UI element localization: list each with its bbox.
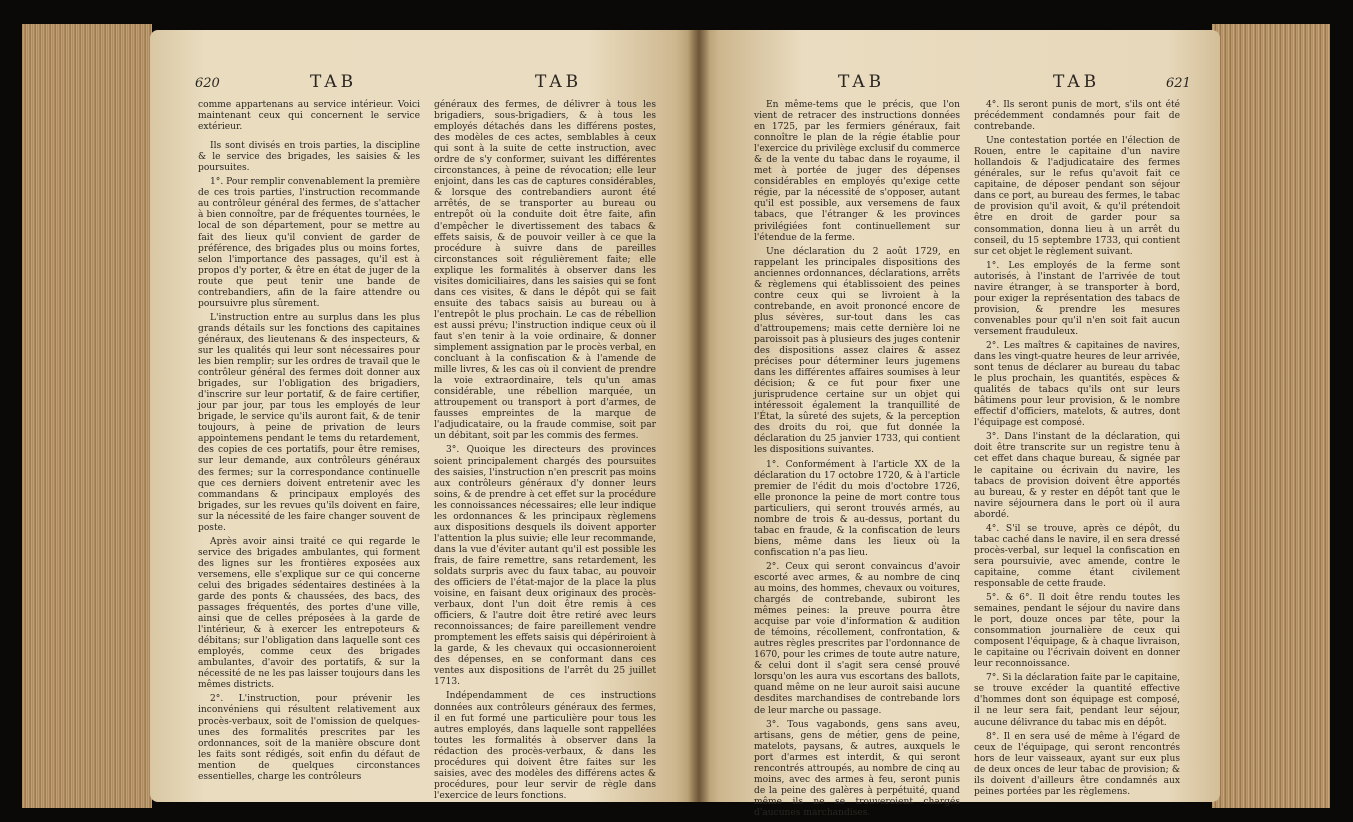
paragraph: généraux des fermes, de délivrer à tous les brigadiers, sous-brigadiers, & à tous les employés détachés dans les différens postes, des modèles de ces actes, semblables à ceux qui sont à la suite de cette instruction, avec ordre de s'y conformer, suivant les différentes circonstances, à peine de révocation; elle leur enjoint, dans les cas de captures considérables, & lorsque des contrebandiers auront été arrêtés, de se transporter au bureau ou entrepôt où la conduite doit être faite, afin d'empêcher le divertissement des tabacs & effets saisis, & de pouvoir veiller à ce que la procédure à suivre dans de pareilles circonstances soit régulièrement faite; elle explique les formalités à observer dans les visites domiciliaires, dans les saisies qui se font dans ces visites, & dans le dépôt qui se fait ensuite des tabacs saisis au bureau ou à l'entrepôt le plus prochain. Le cas de rébellion est aussi prévu; l'instruction indique ceux où il faut s'en tenir à la voie ordinaire, & donner simplement assignation par le procès verbal, en concluant à la confiscation & à l'amende de mille livres, & les cas où il convient de prendre la voie extraordinaire, tels qu'un amas considérable, une rébellion marquée, un attroupement ou transport à port d'armes, de fausses empreintes de la marque de l'adjudicataire, ou la fraude commise, soit par un débitant, soit par les commis des fermes. xyxy=(434,100,656,442)
paragraph: comme appartenans au service intérieur. Voici maintenant ceux qui concernent le service extérieur. xyxy=(198,100,420,133)
left-running-head-2: TAB xyxy=(535,72,583,92)
left-page-column-2 xyxy=(434,100,656,805)
right-page-column-2 xyxy=(974,100,1180,801)
left-page xyxy=(150,30,698,802)
left-page-column-1 xyxy=(198,100,420,786)
paragraph: 3°. Tous vagabonds, gens sans aveu, artisans, gens de métier, gens de peine, matelots, paysans, & autres, auxquels le port d'armes est interdit, & qui seront rencontrés attroupés, au nombre de cinq au moins, avec des armes à feu, seront punis de la peine des galères à perpétuité, quand même ils ne se trouveroient chargés d'aucunes marchandises. xyxy=(754,719,960,818)
paragraph: 3°. Quoique les directeurs des provinces soient principalement chargés des poursuites des saisies, l'instruction n'en prescrit pas moins aux contrôleurs généraux d'y donner leurs soins, & de prendre à cet effet sur la procédure les connoissances nécessaires; elle leur indique les ordonnances & les principaux règlemens aux dispositions desquels ils doivent apporter l'attention la plus suivie; elle leur recommande, dans la vue d'éviter autant qu'il est possible les frais, de faire remettre, sans retardement, les soldats surpris avec du faux tabac, au pouvoir des officiers de l'état-major de la place la plus voisine, en faisant deux originaux des procès-verbaux, dont l'un doit être remis à ces officiers, & l'autre doit être retiré avec leurs reconnoissances; de faire pareillement vendre promptement les effets saisis qui dépériroient à la garde, & les chevaux qui occasionneroient des dépenses, en se conformant dans ces ventes aux dispositions de l'arrêt du 25 juillet 1713. xyxy=(434,445,656,688)
paragraph: 4°. Ils seront punis de mort, s'ils ont été précédemment condamnés pour fait de contrebande. xyxy=(974,100,1180,133)
right-page xyxy=(698,30,1220,818)
paragraph: 3°. Dans l'instant de la déclaration, qui doit être transcrite sur un registre tenu à cet effet dans chaque bureau, & signée par le capitaine ou écrivain du navire, les tabacs de provision doivent être apportés au bureau, & y rester en dépôt tant que le navire séjournera dans le port où il aura abordé. xyxy=(974,432,1180,520)
paragraph: 5°. & 6°. Il doit être rendu toutes les semaines, pendant le séjour du navire dans le port, douze onces par tête, pour la consommation journalière de ceux qui composent l'équipage, & à chaque livraison, le capitaine ou l'écrivain doivent en donner leur reconnoissance. xyxy=(974,593,1180,670)
paragraph: Ils sont divisés en trois parties, la discipline & le service des brigades, les saisies & les poursuites. xyxy=(198,141,420,174)
right-running-head-1: TAB xyxy=(838,72,886,92)
paragraph: L'instruction entre au surplus dans les plus grands détails sur les fonctions des capitaines généraux, des lieutenans & des inspecteurs, & sur les qualités qui leur sont nécessaires pour les bien remplir; sur les ordres de travail que le contrôleur général des fermes doit donner aux brigades, sur l'obligation des brigadiers, d'inscrire sur leur portatif, & de faire certifier, jour par jour, par tous les employés de leur brigade, le service qu'ils auront fait, & de tenir toujours, à peine de privation de leurs appointemens pendant le tems du retardement, des copies de ces portatifs, pour être remises, sur leur demande, aux contrôleurs généraux des fermes; sur la correspondance continuelle que ces derniers doivent entretenir avec les commandans & principaux employés des brigades, sur les revues qu'ils doivent en faire, sur la nécessité de les faire changer souvent de poste. xyxy=(198,312,420,533)
paragraph: 7°. Si la déclaration faite par le capitaine, se trouve excéder la quantité effective d'hommes dont son équipage est composé, il ne leur sera fait, pendant leur séjour, aucune délivrance du tabac mis en dépôt. xyxy=(974,673,1180,728)
right-running-head-2: TAB xyxy=(1053,72,1101,92)
paragraph: 4°. S'il se trouve, après ce dépôt, du tabac caché dans le navire, il en sera dressé procès-verbal, sur lequel la confiscation en sera poursuivie, avec amende, contre le capitaine, comme étant civilement responsable de cette fraude. xyxy=(974,523,1180,589)
right-page-edges xyxy=(1212,24,1330,808)
right-page-column-1 xyxy=(754,100,960,822)
paragraph: 1°. Conformément à l'article XX de la déclaration du 17 octobre 1720, & à l'article premier de l'édit du mois d'octobre 1726, elle prononce la peine de mort contre tous particuliers, qui seront trouvés armés, au nombre de trois & au-dessus, portant du tabac en fraude, & la confiscation de leurs biens, même dans les lieux où la confiscation n'a pas lieu. xyxy=(754,459,960,558)
paragraph: 8°. Il en sera usé de même à l'égard de ceux de l'équipage, qui seront rencontrés hors de leur vaisseaux, ayant sur eux plus de deux onces de leur tabac de provision; & ils doivent d'ailleurs être condamnés aux peines portées par les règlemens. xyxy=(974,731,1180,797)
paragraph: Après avoir ainsi traité ce qui regarde le service des brigades ambulantes, qui forment des lignes sur les frontières exposées aux versemens, elle s'explique sur ce qui concerne celui des brigades sédentaires destinées à la garde des ponts & chaussées, des bacs, des passages fréquentés, des portes d'une ville, ainsi que de celles préposées à la garde de l'intérieur, & à exercer les entrepoteurs & débitans; sur l'obligation dans laquelle sont ces employés, comme ceux des brigades ambulantes, d'avoir des portatifs, & sur la nécessité de ne les pas laisser toujours dans les mêmes districts. xyxy=(198,536,420,691)
left-page-number: 620 xyxy=(195,76,220,91)
left-page-edges xyxy=(22,24,152,808)
paragraph: 2°. L'instruction, pour prévenir les inconvéniens qui résultent relativement aux procès-verbaux, soit de l'omission de quelques-unes des formalités prescrites par les ordonnances, soit de la manière obscure dont les faits sont rédigés, soit enfin du défaut de mention de quelques circonstances essentielles, charge les contrôleurs xyxy=(198,694,420,782)
paragraph: Une déclaration du 2 août 1729, en rappelant les principales dispositions des anciennes ordonnances, déclarations, arrêts & règlemens qui établissoient des peines contre ceux qui se livroient à la contrebande, en avoit prononcé encore de plus sévères, sur-tout dans les cas d'attroupemens; mais cette dernière loi ne paroissoit pas à plusieurs des juges contenir des dispositions assez claires & assez précises pour déterminer leurs jugemens dans les différentes affaires soumises à leur décision; & ce fut pour fixer une jurisprudence certaine sur un objet qui intéressoit également la tranquillité de l'État, la sûreté des sujets, & la perception des droits du roi, que fut donnée la déclaration du 25 janvier 1733, qui contient les dispositions suivantes. xyxy=(754,246,960,456)
right-page-number: 621 xyxy=(1166,76,1191,91)
paragraph: 1°. Les employés de la ferme sont autorisés, à l'instant de l'arrivée de tout navire étranger, à se transporter à bord, pour exiger la représentation des tabacs de provision, & prendre les mesures convenables pour qu'il n'en soit fait aucun versement frauduleux. xyxy=(974,260,1180,337)
paragraph: 2°. Les maîtres & capitaines de navires, dans les vingt-quatre heures de leur arrivée, sont tenus de déclarer au bureau du tabac le plus prochain, les quantités, espèces & qualités de tabacs qu'ils ont sur leurs bâtimens pour leur provision, & le nombre effectif d'officiers, matelots, & autres, dont l'équipage est composé. xyxy=(974,340,1181,429)
paragraph: 1°. Pour remplir convenablement la première de ces trois parties, l'instruction recommande au contrôleur général des fermes, de s'attacher à bien connoître, par de fréquentes tournées, le local de son département, pour se mettre au fait des lieux qu'il convient de garder de préférence, des brigades plus ou moins fortes, selon l'importance des passages, qu'il est à propos d'y porter, & être en état de juger de la route que peut tenir une bande de contrebandiers, afin de la faire attendre ou poursuivre plus sûrement. xyxy=(198,177,420,309)
book-gutter xyxy=(688,30,710,802)
left-running-head-1: TAB xyxy=(310,72,358,92)
paragraph: Une contestation portée en l'élection de Rouen, entre le capitaine d'un navire hollandois & l'adjudicataire des fermes générales, sur le refus qu'avoit fait ce capitaine, de déposer pendant son séjour dans ce port, au bureau des fermes, le tabac de provision qu'il avoit, & qu'il prétendoit être en droit de garder pour sa consommation, donna lieu à un arrêt du conseil, du 15 septembre 1733, qui contient sur cet objet le règlement suivant. xyxy=(974,136,1180,257)
paragraph: 2°. Ceux qui seront convaincus d'avoir escorté avec armes, & au nombre de cinq au moins, des hommes, chevaux ou voitures, chargés de contrebande, subiront les mêmes peines: la preuve pourra être acquise par voie d'information & audition de témoins, récollement, confrontation, & autres règles prescrites par l'ordonnance de 1670, pour les crimes de toute autre nature, & celui dont il s'agit sera censé prouvé lorsqu'on les aura vus escortans des ballots, quand même on ne leur auroit saisi aucune desdites marchandises de contrebande lors de leur marche ou passage. xyxy=(754,561,960,716)
paragraph: Indépendamment de ces instructions données aux contrôleurs généraux des fermes, il en fut formé une particulière pour tous les autres employés, dans laquelle sont rappellées toutes les formalités à observer dans la rédaction des procès-verbaux, & dans les procédures qui doivent être faites sur les saisies, avec des modèles des différens actes & procédures, pour leur servir de règle dans l'exercice de leurs fonctions. xyxy=(434,691,656,801)
paragraph: En même-tems que le précis, que l'on vient de retracer des instructions données en 1725, par les fermiers généraux, fait connoître le plan de la régie établie pour l'exercice du privilège exclusif du commerce & de la vente du tabac dans le royaume, il met à portée de juger des dépenses considérables en employés qu'exige cette régie, par la nécessité de s'opposer, autant qu'il est possible, aux versemens de faux tabacs, que l'étranger & les provinces privilégiées font continuellement sur l'étendue de la ferme. xyxy=(754,100,960,243)
